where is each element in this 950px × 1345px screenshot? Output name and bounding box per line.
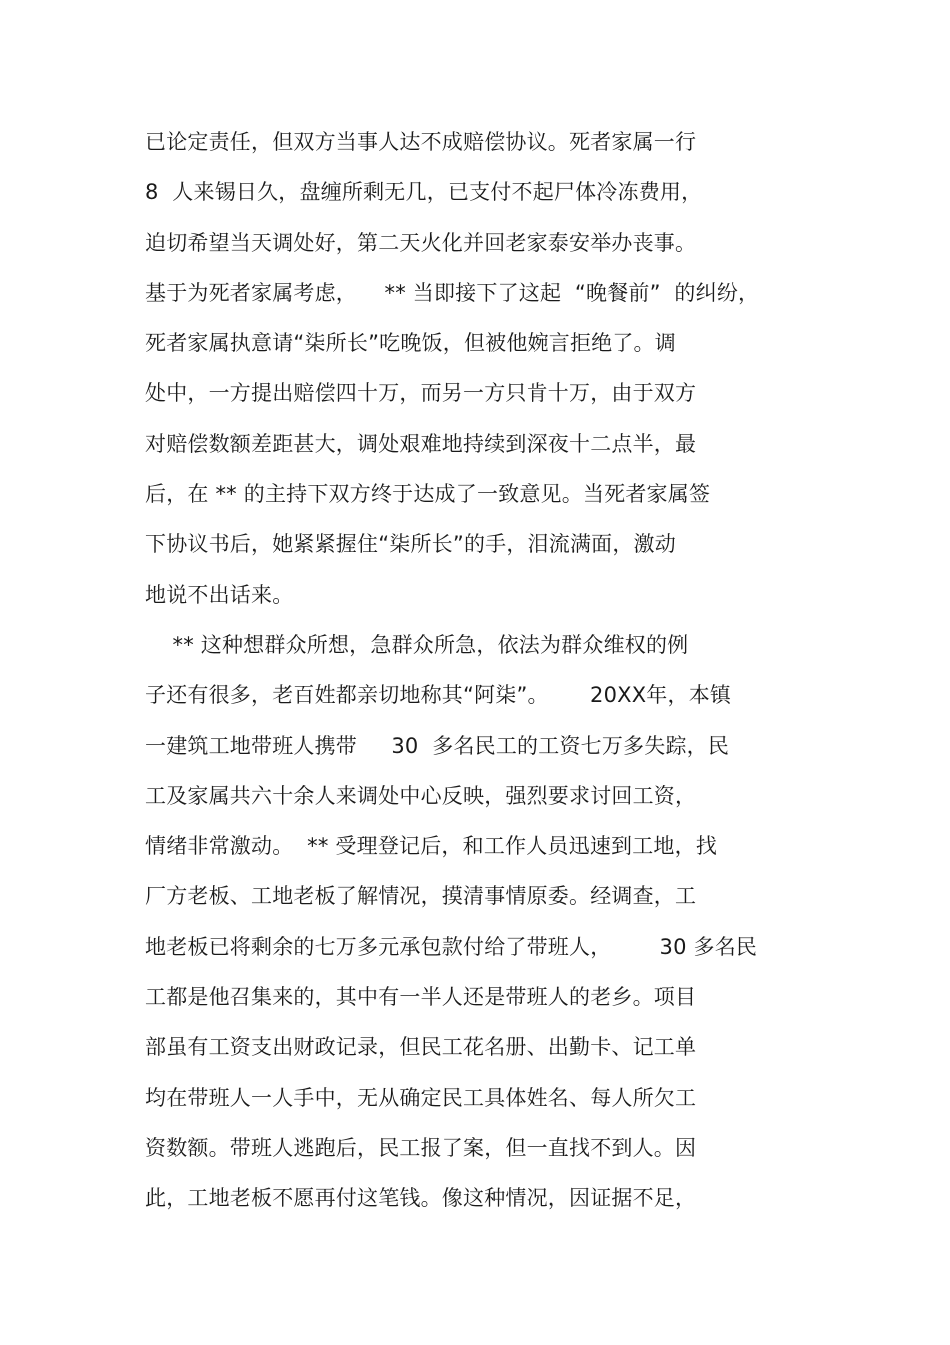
text-line-2: 8 人来锡日久，盘缠所剩无几，已支付不起尸体冷冻费用，: [145, 180, 703, 205]
text-line-3: 迫切希望当天调处好，第二天火化并回老家泰安举办丧事。: [145, 230, 697, 255]
text-line-9: 下协议书后，她紧紧握住“柒所长”的手，泪流满面，激动: [145, 532, 676, 557]
text-line-1: 已论定责任，但双方当事人达不成赔偿协议。死者家属一行: [145, 130, 697, 154]
text-line-14: 工及家属共六十余人来调处中心反映，强烈要求讨回工资，: [145, 783, 697, 808]
text-line-17: 地老板已将剩余的七万多元承包款付给了带班人， 30 多名民: [145, 934, 758, 959]
text-line-8: 后，在 ** 的主持下双方终于达成了一致意见。当死者家属签: [145, 482, 711, 507]
text-line-7: 对赔偿数额差距甚大，调处艰难地持续到深夜十二点半，最: [145, 431, 697, 456]
text-line-12: 子还有很多，老百姓都亲切地称其“阿柒”。 20XX年，本镇: [145, 683, 732, 708]
body-text: [145, 120, 825, 1227]
text-line-5: 死者家属执意请“柒所长”吃晚饭，但被他婉言拒绝了。调: [145, 331, 676, 356]
text-line-19: 部虽有工资支出财政记录，但民工花名册、出勤卡、记工单: [145, 1035, 697, 1060]
text-line-10: 地说不出话来。: [145, 582, 294, 607]
text-line-11: ** 这种想群众所想，急群众所急，依法为群众维权的例: [145, 632, 689, 657]
text-line-4: 基于为死者家属考虑， ** 当即接下了这起 “晚餐前” 的纠纷，: [145, 280, 760, 305]
text-line-16: 厂方老板、工地老板了解情况，摸清事情原委。经调查，工: [145, 884, 697, 909]
text-line-13: 一建筑工地带班人携带 30 多名民工的工资七万多失踪，民: [145, 733, 730, 758]
text-line-21: 资数额。带班人逃跑后，民工报了案，但一直找不到人。因: [145, 1135, 697, 1160]
text-line-18: 工都是他召集来的，其中有一半人还是带班人的老乡。项目: [145, 985, 697, 1010]
text-line-15: 情绪非常激动。 ** 受理登记后，和工作人员迅速到工地，找: [145, 834, 718, 859]
text-line-6: 处中，一方提出赔偿四十万，而另一方只肯十万，由于双方: [145, 381, 697, 406]
text-line-22: 此，工地老板不愿再付这笔钱。像这种情况，因证据不足，: [145, 1186, 697, 1211]
text-line-20: 均在带班人一人手中，无从确定民工具体姓名、每人所欠工: [145, 1085, 697, 1110]
